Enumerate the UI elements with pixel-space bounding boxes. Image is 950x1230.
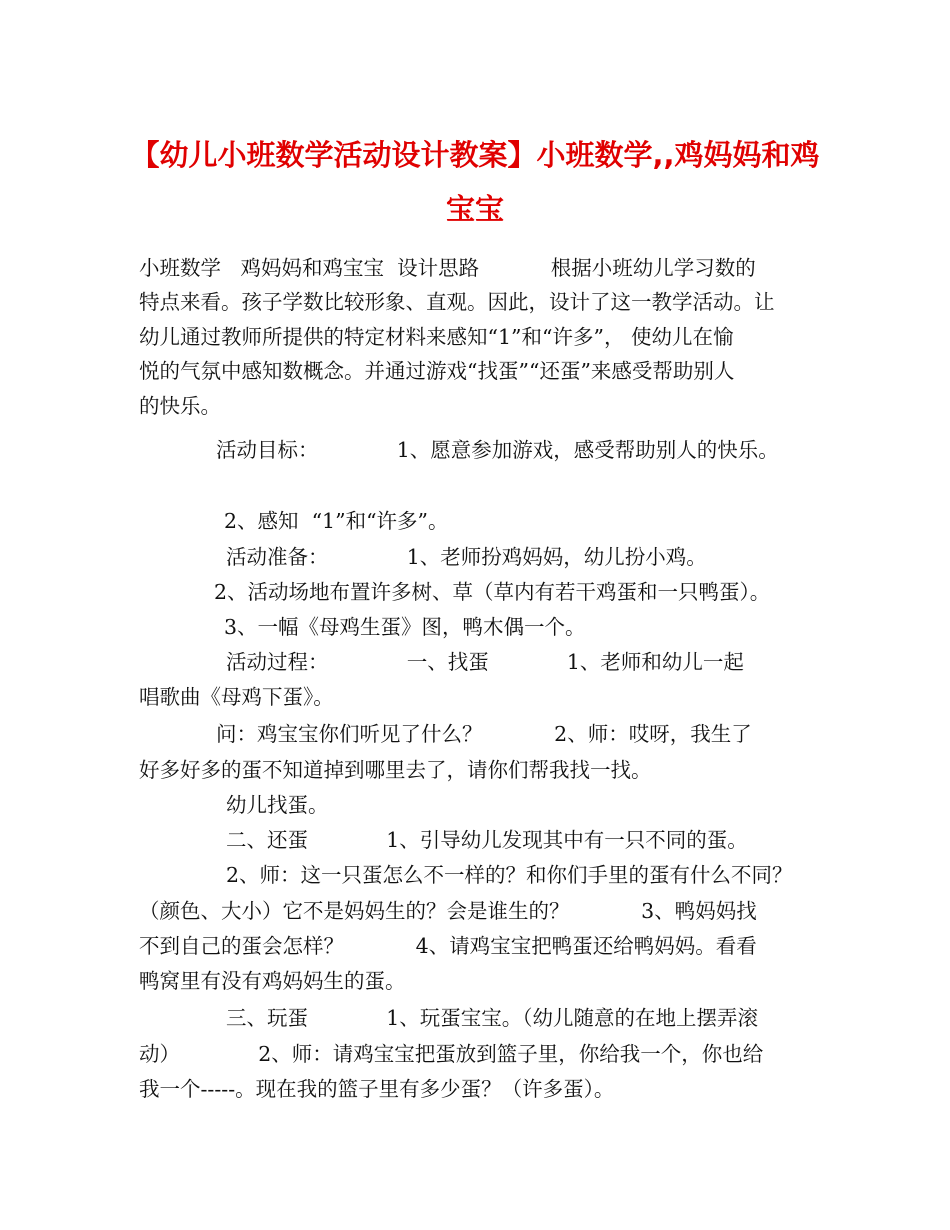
body-line: 2、活动场地布置许多树、草（草内有若干鸡蛋和一只鸭蛋）。 xyxy=(214,580,771,604)
body-line: 唱歌曲《母鸡下蛋》。 xyxy=(139,685,334,709)
body-line: 2、师：这一只蛋怎么不一样的？和你们手里的蛋有什么不同？ xyxy=(226,863,793,887)
body-line: 悦的气氛中感知数概念。并通过游戏“找蛋”“还蛋”来感受帮助别人 xyxy=(139,359,735,383)
body-line: 的快乐。 xyxy=(139,394,221,418)
body-line: 不到自己的蛋会怎样？ 4、请鸡宝宝把鸭蛋还给鸭妈妈。看看 xyxy=(139,934,757,958)
body-line: 我一个-----。现在我的篮子里有多少蛋？（许多蛋）。 xyxy=(139,1077,615,1101)
body-line: 问：鸡宝宝你们听见了什么？ 2、师：哎呀，我生了 xyxy=(216,722,752,746)
document-title-line-1: 【幼儿小班数学活动设计教案】小班数学,,鸡妈妈和鸡 xyxy=(130,138,820,172)
body-line: 幼儿通过教师所提供的特定材料来感知“1”和“许多”， 使幼儿在愉 xyxy=(139,325,734,349)
body-line: 动） 2、师：请鸡宝宝把蛋放到篮子里，你给我一个，你也给 xyxy=(139,1042,764,1066)
document-title xyxy=(120,128,830,236)
body-line: 三、玩蛋 1、玩蛋宝宝。（幼儿随意的在地上摆弄滚 xyxy=(226,1006,758,1030)
body-line: 二、还蛋 1、引导幼儿发现其中有一只不同的蛋。 xyxy=(226,828,748,852)
body-line: 小班数学 鸡妈妈和鸡宝宝 设计思路 根据小班幼儿学习数的 xyxy=(139,256,756,280)
body-line: 活动准备： 1、老师扮鸡妈妈，幼儿扮小鸡。 xyxy=(226,545,707,569)
body-line: 特点来看。孩子学数比较形象、直观。因此，设计了这一教学活动。让 xyxy=(139,290,775,314)
body-line: 好多好多的蛋不知道掉到哪里去了，请你们帮我找一找。 xyxy=(139,758,652,782)
document-title-line-2: 宝宝 xyxy=(445,192,504,226)
body-line: 活动目标： 1、愿意参加游戏，感受帮助别人的快乐。 xyxy=(216,438,779,462)
body-line: 活动过程： 一、找蛋 1、老师和幼儿一起 xyxy=(226,650,744,674)
body-line: 鸭窝里有没有鸡妈妈生的蛋。 xyxy=(139,969,406,993)
body-line: 2、感知 “1”和“许多”。 xyxy=(224,509,449,533)
body-line: 幼儿找蛋。 xyxy=(226,793,329,817)
body-line: 3、一幅《母鸡生蛋》图，鸭木偶一个。 xyxy=(224,615,586,639)
body-line: （颜色、大小）它不是妈妈生的？会是谁生的？ 3、鸭妈妈找 xyxy=(139,899,757,923)
